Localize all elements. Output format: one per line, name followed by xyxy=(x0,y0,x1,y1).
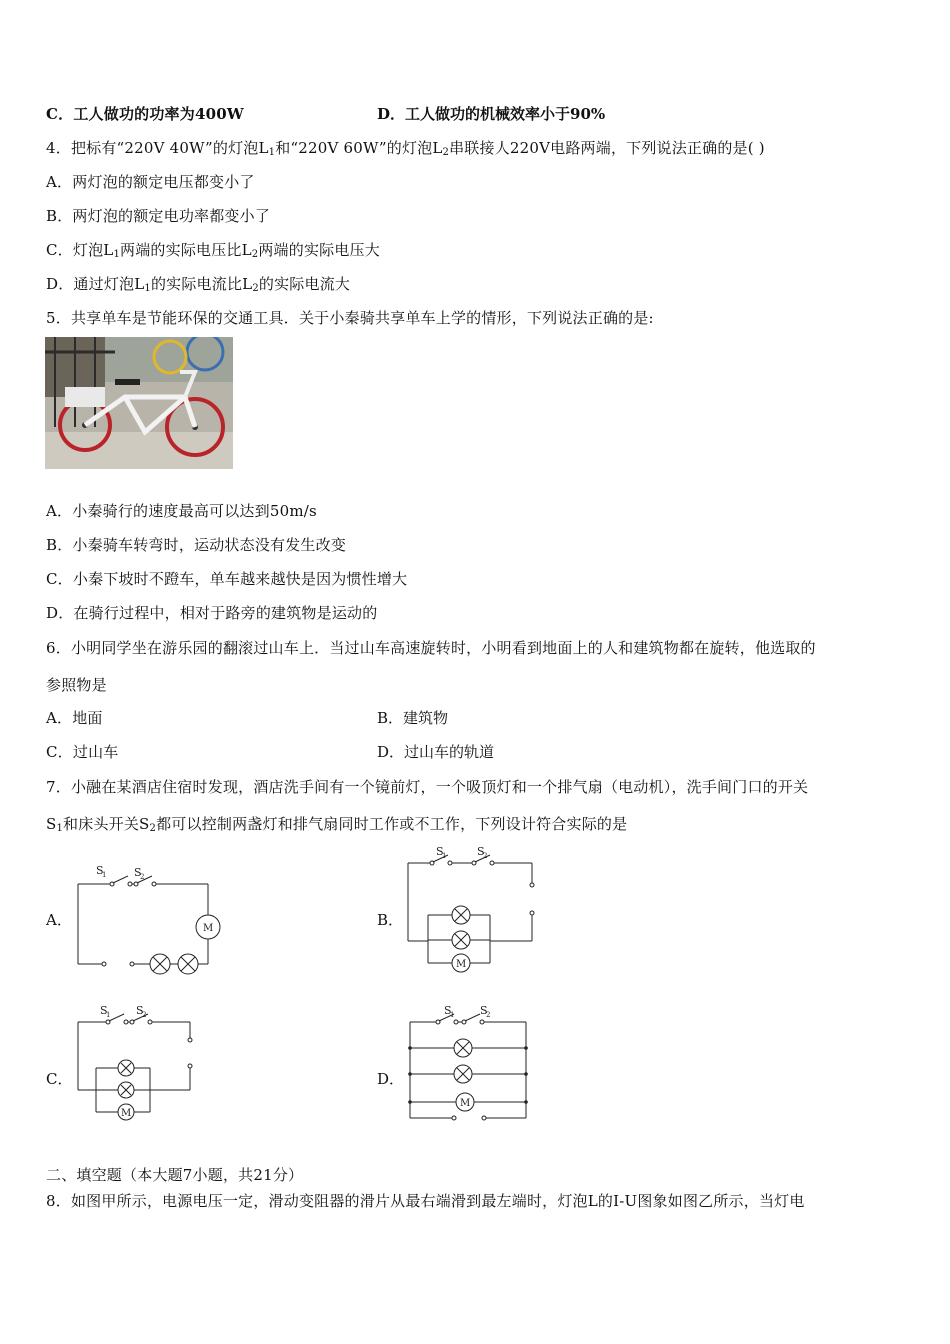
q6-option-d: D．过山车的轨道 xyxy=(377,743,495,761)
circuit-c-motor: M xyxy=(121,1108,132,1119)
bicycle-photo xyxy=(45,337,233,469)
svg-text:2: 2 xyxy=(142,1011,147,1019)
circuit-b-diagram xyxy=(400,843,560,978)
circuit-c-s1: S xyxy=(100,1004,108,1017)
circuit-c-diagram xyxy=(70,1000,210,1128)
q3-option-c: C．工人做功的功率为400W xyxy=(46,105,244,123)
q6-stem-line1: 6．小明同学坐在游乐园的翻滚过山车上．当过山车高速旋转时，小明看到地面上的人和建筑物都在旋转，他选取的 xyxy=(46,639,816,657)
q6-option-a: A．地面 xyxy=(46,709,103,727)
circuit-d-motor: M xyxy=(460,1098,471,1109)
q5-option-c: C．小秦下坡时不蹬车，单车越来越快是因为惯性增大 xyxy=(46,570,408,588)
circuit-d-s1: S xyxy=(444,1004,452,1017)
svg-text:1: 1 xyxy=(102,871,107,879)
q4-option-d: D．通过灯泡$L_1$的实际电流比$L_2$的实际电流大 xyxy=(46,275,351,294)
svg-text:2: 2 xyxy=(140,873,145,881)
q6-option-b: B．建筑物 xyxy=(377,709,449,727)
svg-text:1: 1 xyxy=(450,1011,455,1019)
q7-stem-line1: 7．小融在某酒店住宿时发现，酒店洗手间有一个镜前灯，一个吸顶灯和一个排气扇（电动机），洗手间门口的开关 xyxy=(46,778,809,796)
circuit-c-label: C． xyxy=(46,1070,73,1088)
circuit-b-s2: S xyxy=(477,845,485,858)
svg-text:2: 2 xyxy=(483,852,488,860)
circuit-d-s2: S xyxy=(480,1004,488,1017)
circuit-d-diagram xyxy=(402,1002,537,1127)
q4-option-b: B．两灯泡的额定电功率都变小了 xyxy=(46,207,271,225)
q4-stem: 4．把标有“220V 40W”的灯泡$L_1$和“220V 60W”的灯泡$L_2$串联接人220V电路两端，下列说法正确的是( ) xyxy=(46,139,765,158)
circuit-a-label: A． xyxy=(46,911,72,929)
circuit-a-s2: S xyxy=(134,866,142,879)
q5-option-d: D．在骑行过程中，相对于路旁的建筑物是运动的 xyxy=(46,604,378,622)
circuit-b-s1: S xyxy=(436,845,444,858)
q7-stem-line2: $S_1$和床头开关$S_2$都可以控制两盏灯和排气扇同时工作或不工作，下列设计符合实际的是 xyxy=(46,815,628,834)
q6-option-c: C．过山车 xyxy=(46,743,119,761)
circuit-b-label: B． xyxy=(377,911,404,929)
q3-option-d: D．工人做功的机械效率小于90% xyxy=(377,105,606,123)
circuit-c-s2: S xyxy=(136,1004,144,1017)
q6-stem-line2: 参照物是 xyxy=(46,676,107,694)
q4-option-a: A．两灯泡的额定电压都变小了 xyxy=(46,173,255,191)
q5-option-b: B．小秦骑车转弯时，运动状态没有发生改变 xyxy=(46,536,347,554)
q4-option-c: C．灯泡$L_1$两端的实际电压比$L_2$两端的实际电压大 xyxy=(46,241,380,260)
q5-stem: 5．共享单车是节能环保的交通工具．关于小秦骑共享单车上学的情形，下列说法正确的是: xyxy=(46,309,654,327)
q5-option-a: A．小秦骑行的速度最高可以达到50m/s xyxy=(46,502,317,520)
section2-heading: 二、填空题（本大题7小题，共21分） xyxy=(46,1166,304,1184)
circuit-a-diagram xyxy=(70,860,230,980)
circuit-d-label: D． xyxy=(377,1070,405,1088)
svg-text:1: 1 xyxy=(442,852,447,860)
circuit-a-s1: S xyxy=(96,864,104,877)
q8-stem: 8．如图甲所示，电源电压一定，滑动变阻器的滑片从最右端滑到最左端时，灯泡L的I-U图象如图乙所示，当灯电 xyxy=(46,1192,805,1210)
svg-text:2: 2 xyxy=(486,1011,491,1019)
svg-text:1: 1 xyxy=(106,1011,111,1019)
circuit-a-motor: M xyxy=(203,923,214,934)
circuit-b-motor: M xyxy=(456,959,467,970)
